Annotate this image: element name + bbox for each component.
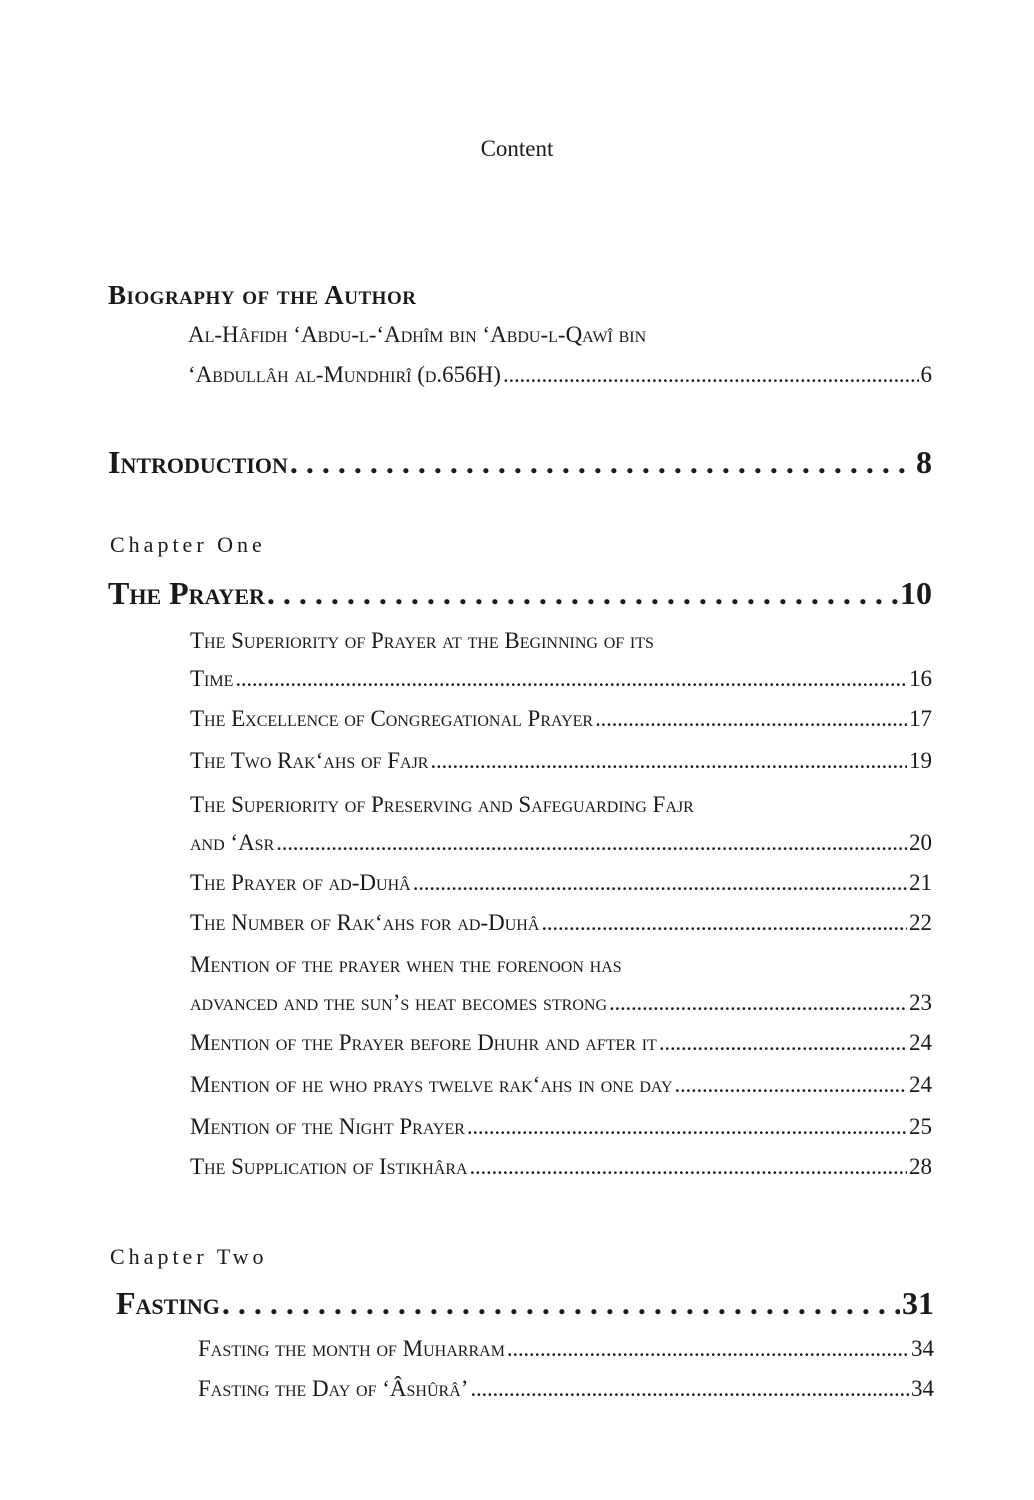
- dot-leader: [430, 748, 907, 774]
- entry-page: 31: [902, 1285, 934, 1321]
- toc-entry[interactable]: [190, 748, 932, 774]
- entry-page: 19: [909, 748, 932, 773]
- dot-leader: [595, 706, 907, 732]
- dot-leader: [675, 1072, 907, 1098]
- entry-page: 16: [909, 666, 932, 691]
- entry-page: 22: [909, 910, 932, 935]
- page-title: Content: [480, 136, 554, 161]
- toc-entry[interactable]: [190, 830, 932, 856]
- toc-entry[interactable]: [190, 1154, 932, 1180]
- entry-title: Fasting the Day of ‘Âshûrâ’: [198, 1376, 469, 1401]
- toc-entry[interactable]: [198, 1336, 934, 1362]
- entry-title: Mention of he who prays twelve rak‘ahs in one day: [190, 1072, 673, 1097]
- entry-title: The Two Rak‘ahs of Fajr: [190, 748, 429, 773]
- toc-entry[interactable]: [190, 870, 932, 896]
- entry-title: ‘Abdullâh al-Mundhirî (d.656H): [188, 362, 501, 387]
- entry-title: Fasting the month of Muharram: [198, 1336, 505, 1361]
- dot-leader: [503, 362, 919, 388]
- toc-entry[interactable]: [190, 666, 932, 692]
- dot-leader: [290, 444, 914, 481]
- entry-page: 20: [909, 830, 932, 855]
- dot-leader: [222, 1285, 900, 1322]
- dot-leader: [507, 1336, 909, 1362]
- toc-entry-line-1: The Superiority of Prayer at the Beginning of its: [190, 628, 654, 653]
- toc-entry-line-1: The Superiority of Preserving and Safeguarding Fajr: [190, 792, 694, 817]
- entry-title: The Prayer of ad-Duhâ: [190, 870, 411, 895]
- entry-title: and ‘Asr: [190, 830, 275, 855]
- entry-page: 23: [909, 990, 932, 1015]
- entry-page: 8: [916, 444, 932, 480]
- entry-title: The Prayer: [108, 575, 265, 611]
- toc-entry-biography[interactable]: [188, 362, 932, 388]
- dot-leader: [541, 910, 907, 936]
- dot-leader: [413, 870, 907, 896]
- toc-entry[interactable]: [190, 1030, 932, 1056]
- entry-page: 6: [920, 362, 932, 387]
- entry-page: 24: [909, 1030, 932, 1055]
- entry-page: 34: [911, 1376, 934, 1401]
- entry-title: advanced and the sun’s heat becomes strong: [190, 990, 608, 1015]
- dot-leader: [235, 666, 907, 692]
- entry-page: 28: [909, 1154, 932, 1179]
- entry-page: 10: [900, 575, 932, 611]
- entry-title: The Supplication of Istikhâra: [190, 1154, 468, 1179]
- toc-entry-chapter-one[interactable]: [108, 575, 932, 612]
- toc-entry[interactable]: [190, 990, 932, 1016]
- entry-page: 24: [909, 1072, 932, 1097]
- entry-title: Mention of the Night Prayer: [190, 1114, 465, 1139]
- dot-leader: [659, 1030, 907, 1056]
- entry-title: Fasting: [116, 1285, 220, 1321]
- entry-page: 25: [909, 1114, 932, 1139]
- chapter-two-label: Chapter Two: [110, 1244, 268, 1269]
- toc-entry[interactable]: [190, 910, 932, 936]
- toc-entry[interactable]: [198, 1376, 934, 1402]
- entry-page: 21: [909, 870, 932, 895]
- biography-heading: Biography of the Author: [108, 280, 417, 310]
- dot-leader: [267, 575, 898, 612]
- entry-title: The Number of Rak‘ahs for ad-Duhâ: [190, 910, 540, 935]
- entry-title: The Excellence of Congregational Prayer: [190, 706, 594, 731]
- chapter-one-label: Chapter One: [110, 532, 266, 557]
- entry-page: 34: [911, 1336, 934, 1361]
- entry-title: Mention of the Prayer before Dhuhr and after it: [190, 1030, 657, 1055]
- toc-entry-chapter-two[interactable]: [116, 1285, 934, 1322]
- dot-leader: [276, 830, 907, 856]
- toc-entry[interactable]: [190, 1072, 932, 1098]
- entry-page: 17: [909, 706, 932, 731]
- toc-entry[interactable]: [190, 1114, 932, 1140]
- toc-entry-introduction[interactable]: [108, 444, 932, 481]
- toc-entry-line-1: Mention of the prayer when the forenoon has: [190, 952, 622, 977]
- toc-entry[interactable]: [190, 706, 932, 732]
- dot-leader: [470, 1154, 907, 1180]
- entry-title: Introduction: [108, 444, 288, 480]
- dot-leader: [470, 1376, 909, 1402]
- biography-line-1: Al-Hâfidh ‘Abdu-l-‘Adhîm bin ‘Abdu-l-Qawî bin: [188, 322, 647, 347]
- dot-leader: [609, 990, 907, 1016]
- dot-leader: [467, 1114, 907, 1140]
- entry-title: Time: [190, 666, 234, 691]
